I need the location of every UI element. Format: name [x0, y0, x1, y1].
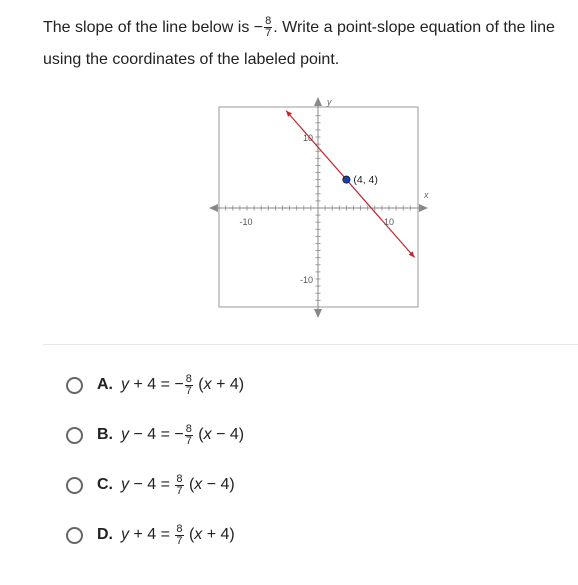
option-equation [121, 424, 244, 447]
lhs-variable: y [121, 426, 129, 443]
fraction-denominator: 7 [176, 484, 183, 497]
x-axis-left-arrow [209, 204, 218, 212]
labeled-point [343, 176, 350, 183]
fraction-denominator: 7 [185, 434, 192, 447]
radio-button[interactable] [66, 377, 83, 394]
lhs-variable: y [121, 526, 129, 543]
answer-option[interactable] [66, 522, 235, 548]
slope-fraction [185, 424, 193, 447]
slope-numerator: 8 [265, 15, 272, 28]
fraction-numerator: 8 [176, 472, 183, 485]
question-text-after: . Write a point-slope equation of the line using the coordinates of the labeled point. [43, 19, 555, 68]
rhs-variable: x [203, 426, 212, 443]
question-text-before: The slope of the line below is [43, 19, 254, 36]
rhs-rest: + 4) [202, 526, 235, 543]
rhs-rest: − 4) [202, 476, 235, 493]
answer-option[interactable] [66, 372, 244, 398]
fraction-numerator: 8 [185, 422, 192, 435]
x-tick-label-neg10: -10 [239, 217, 253, 227]
lhs-rest: − 4 = [129, 476, 175, 493]
rhs-open: ( [184, 476, 195, 493]
radio-button[interactable] [66, 427, 83, 444]
radio-button[interactable] [66, 477, 83, 494]
slope-fraction [185, 374, 193, 397]
rhs-rest: − 4) [211, 426, 245, 443]
fraction-numerator: 8 [176, 522, 183, 535]
rhs-variable: x [194, 526, 203, 543]
x-tick-label-10: 10 [383, 217, 395, 227]
lhs-variable: y [121, 476, 129, 493]
rhs-open: ( [193, 376, 204, 393]
slope-sign: − [174, 426, 184, 443]
slope-denominator: 7 [265, 27, 272, 40]
fraction-denominator: 7 [176, 534, 183, 547]
rhs-variable: x [203, 376, 212, 393]
rhs-open: ( [184, 526, 195, 543]
slope-sign: − [174, 376, 184, 393]
y-axis-up-arrow [314, 97, 322, 106]
answer-option[interactable] [66, 422, 244, 448]
rhs-variable: x [194, 476, 203, 493]
radio-button[interactable] [66, 527, 83, 544]
y-axis-down-arrow [314, 309, 322, 318]
lhs-variable: y [121, 376, 129, 393]
slope-fraction [175, 524, 183, 547]
option-equation [121, 524, 235, 547]
lhs-rest: + 4 = [129, 376, 175, 393]
slope-fraction [175, 474, 183, 497]
answer-option[interactable] [66, 472, 235, 498]
option-letter: B. [97, 426, 113, 443]
y-axis-label: y [327, 97, 332, 107]
lhs-rest: + 4 = [129, 526, 175, 543]
point-label: (4, 4) [353, 174, 378, 187]
lhs-rest: − 4 = [129, 426, 175, 443]
option-letter: D. [97, 526, 113, 543]
option-equation [121, 474, 235, 497]
x-axis-right-arrow [419, 204, 428, 212]
rhs-open: ( [193, 426, 204, 443]
option-letter: A. [97, 376, 113, 393]
y-tick-label-10: 10 [302, 133, 313, 143]
fraction-denominator: 7 [185, 384, 192, 397]
coordinate-graph [208, 94, 433, 319]
y-tick-label-neg10: -10 [299, 275, 313, 285]
question-text [43, 12, 568, 76]
slope-sign: − [253, 19, 264, 36]
option-equation [121, 374, 244, 397]
rhs-rest: + 4) [211, 376, 245, 393]
divider [43, 344, 578, 345]
option-letter: C. [97, 476, 113, 493]
slope-fraction [264, 16, 272, 39]
x-axis-label: x [424, 190, 429, 200]
fraction-numerator: 8 [185, 372, 192, 385]
